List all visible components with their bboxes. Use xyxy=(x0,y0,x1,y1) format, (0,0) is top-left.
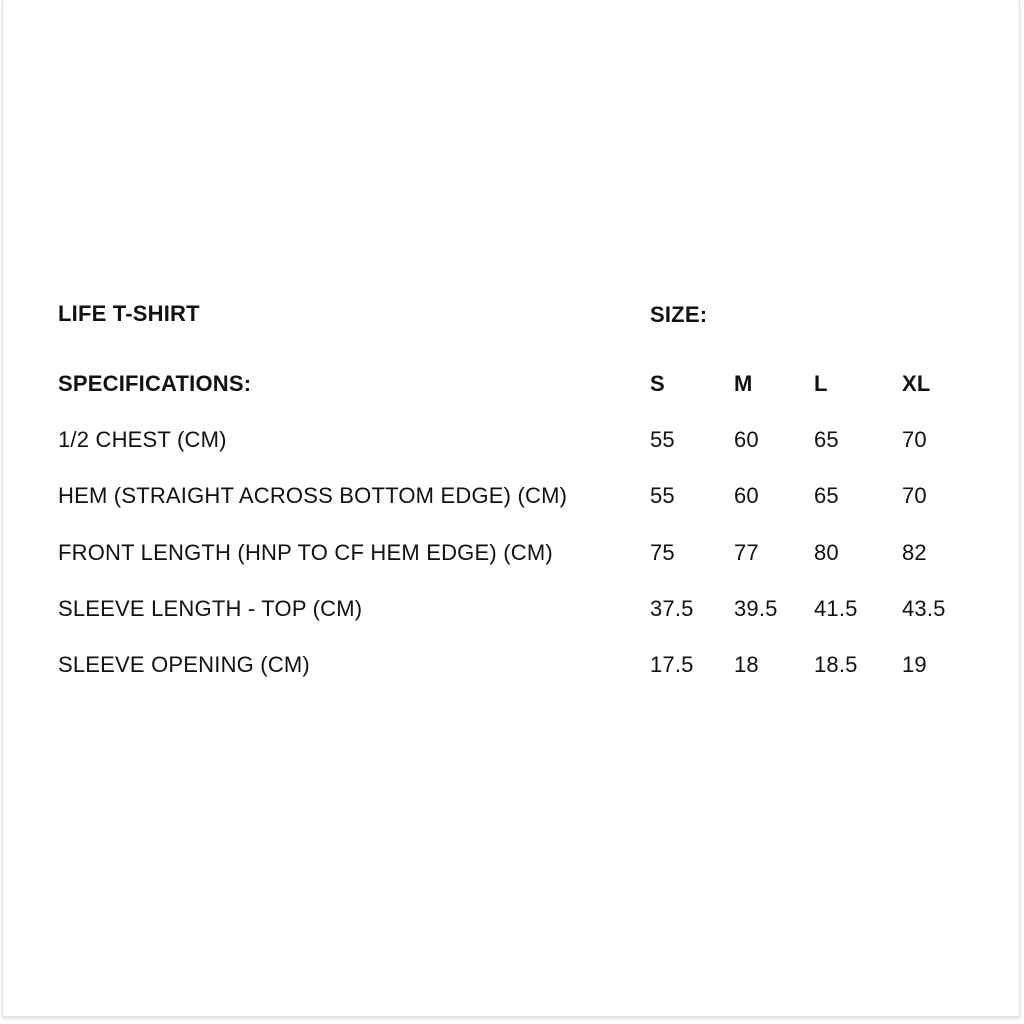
row-value: 41.5 xyxy=(814,596,858,621)
row-value: 80 xyxy=(814,540,839,565)
specifications-heading: SPECIFICATIONS: xyxy=(58,371,252,396)
row-value: 19 xyxy=(902,652,927,677)
row-label-hem: HEM (STRAIGHT ACROSS BOTTOM EDGE) (CM) xyxy=(58,483,568,508)
row-value: 75 xyxy=(650,540,675,565)
size-header-m: M xyxy=(734,371,753,396)
row-value: 37.5 xyxy=(650,596,694,621)
row-label-chest: 1/2 CHEST (CM) xyxy=(58,427,227,452)
row-value: 65 xyxy=(814,427,839,452)
row-value: 70 xyxy=(902,483,927,508)
row-value: 82 xyxy=(902,540,927,565)
row-value: 18.5 xyxy=(814,652,858,677)
row-value: 39.5 xyxy=(734,596,778,621)
size-header-s: S xyxy=(650,371,665,396)
row-value: 43.5 xyxy=(902,596,946,621)
row-label-sleeve-length: SLEEVE LENGTH - TOP (CM) xyxy=(58,596,363,621)
row-value: 65 xyxy=(814,483,839,508)
row-value: 60 xyxy=(734,427,759,452)
row-value: 55 xyxy=(650,427,675,452)
row-value: 55 xyxy=(650,483,675,508)
size-header-xl: XL xyxy=(902,371,931,396)
row-label-front-length: FRONT LENGTH (HNP TO CF HEM EDGE) (CM) xyxy=(58,540,553,565)
row-value: 77 xyxy=(734,540,759,565)
size-heading: SIZE: xyxy=(650,302,708,327)
size-header-l: L xyxy=(814,371,828,396)
row-value: 60 xyxy=(734,483,759,508)
product-title: LIFE T-SHIRT xyxy=(58,301,200,326)
row-label-sleeve-opening: SLEEVE OPENING (CM) xyxy=(58,652,310,677)
row-value: 17.5 xyxy=(650,652,694,677)
row-value: 70 xyxy=(902,427,927,452)
row-value: 18 xyxy=(734,652,759,677)
